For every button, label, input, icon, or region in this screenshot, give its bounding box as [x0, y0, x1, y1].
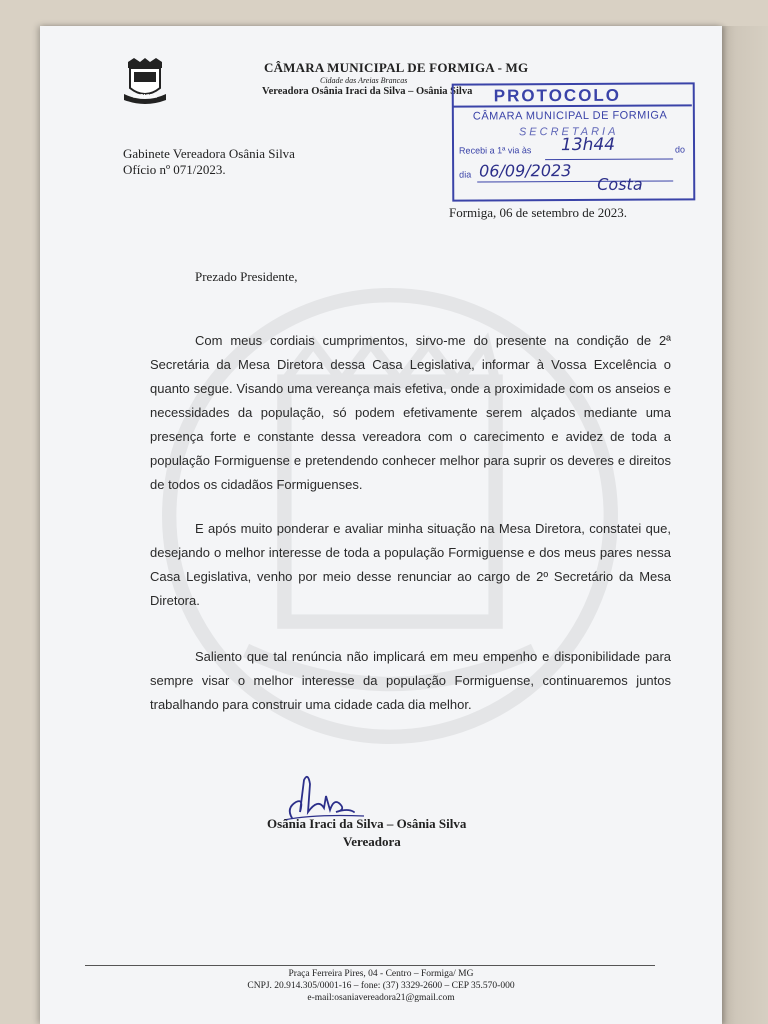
stamp-title: PROTOCOLO — [493, 85, 622, 106]
salutation: Prezado Presidente, — [195, 269, 298, 284]
footer-email: e-mail:osaniavereadora21@gmail.com — [307, 993, 455, 1003]
body-paragraph-3: Saliento que tal renúncia não implicará em meu empenho e disponibilidade para sempre visar o melhor interesse da população Formiguense, continuaremos juntos trabalhando para construir uma cidade cada dia melhor. — [150, 649, 671, 712]
letter-page — [40, 26, 722, 1024]
place-and-date: Formiga, 06 de setembro de 2023. — [449, 205, 627, 220]
city-coat-of-arms-logo — [122, 56, 168, 108]
office-name: Gabinete Vereadora Osânia Silva — [123, 146, 295, 161]
chamber-motto: Cidade das Areias Brancas — [320, 76, 408, 85]
protocol-stamp — [452, 82, 696, 201]
stamp-received-suffix: do — [675, 144, 686, 155]
stamp-chamber-name: CÂMARA MUNICIPAL DE FORMIGA — [472, 109, 668, 123]
letter-reference: Ofício nº 071/2023. — [123, 162, 226, 177]
body-paragraph-1: Com meus cordiais cumprimentos, sirvo-me do presente na condição de 2ª Secretária da Mesa Diretora dessa Casa Legislativa, informar à Vossa Excelência o quanto segue. Visando uma vereança mais efetiva, onde a proximidade com os anseios e necessidades da população, só podem efetivamente serem alçados mediante uma presença forte e constante dessa vereadora com o carecimento e avidez de toda a população Formiguense e pretendendo conhecer melhor para suprir os deveres e direitos de todos os cidadãos Formiguenses. — [150, 333, 671, 492]
footer-registration: CNPJ. 20.914.305/0001-16 – fone: (37) 3329-2600 – CEP 35.570-000 — [247, 981, 515, 991]
footer-divider — [85, 965, 655, 966]
councillor-name: Vereadora Osânia Iraci da Silva – Osânia Silva — [262, 86, 473, 97]
logo-banner-text: FORMIGA — [133, 94, 157, 100]
signatory-name: Osânia Iraci da Silva – Osânia Silva — [267, 816, 467, 831]
handwritten-initials: Costa — [597, 174, 643, 194]
body-paragraph-2: E após muito ponderar e avaliar minha situação na Mesa Diretora, constatei que, desejando o melhor interesse de toda a população Formiguense e dos meus pares nessa Casa Legislativa, venho por meio desse renunciar ao cargo de 2º Secretário da Mesa Diretora. — [150, 521, 671, 608]
chamber-title: CÂMARA MUNICIPAL DE FORMIGA - MG — [264, 60, 529, 75]
handwritten-time: 13h44 — [560, 134, 616, 156]
stamp-day-label: dia — [459, 169, 472, 180]
footer-address: Praça Ferreira Pires, 04 - Centro – Formiga/ MG — [288, 969, 474, 979]
stamp-department: SECRETARIA — [518, 125, 619, 139]
handwritten-date: 06/09/2023 — [479, 161, 572, 181]
stamp-received-label: Recebi a 1ª via às — [459, 145, 532, 156]
background-surface — [722, 26, 768, 1024]
signatory-role: Vereadora — [343, 834, 401, 849]
stamp-body — [453, 104, 692, 201]
